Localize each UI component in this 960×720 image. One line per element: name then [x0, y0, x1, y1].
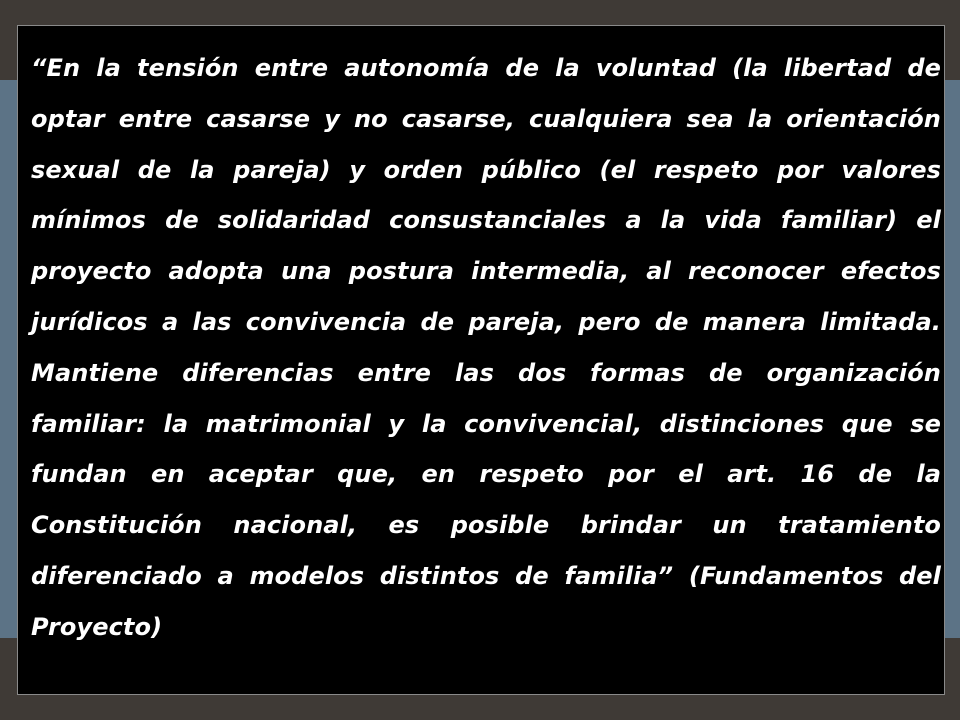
quote-text — [31, 43, 941, 653]
quote-body: “En la tensión entre autonomía de la voluntad (la libertad de optar entre casarse y no casarse, cualquiera sea la orientación sexual de la pareja) y orden público (el respeto por valores mínimos de solidaridad consustanciales a la vida familiar) el proyecto adopta una postura intermedia, al reconocer efectos jurídicos a las convivencia de pareja, pero de manera limitada. Mantiene diferencias entre las dos formas de organización familiar: la matrimonial y la convivencial, distinciones que se fundan en aceptar que, en respeto por el art. 16 de la Constitución nacional, es posible brindar un tratamiento diferenciado a modelos distintos de familia” — [31, 54, 941, 590]
quote-panel — [17, 25, 945, 695]
quote-citation: (Fundamentos del Proyecto) — [31, 561, 941, 641]
